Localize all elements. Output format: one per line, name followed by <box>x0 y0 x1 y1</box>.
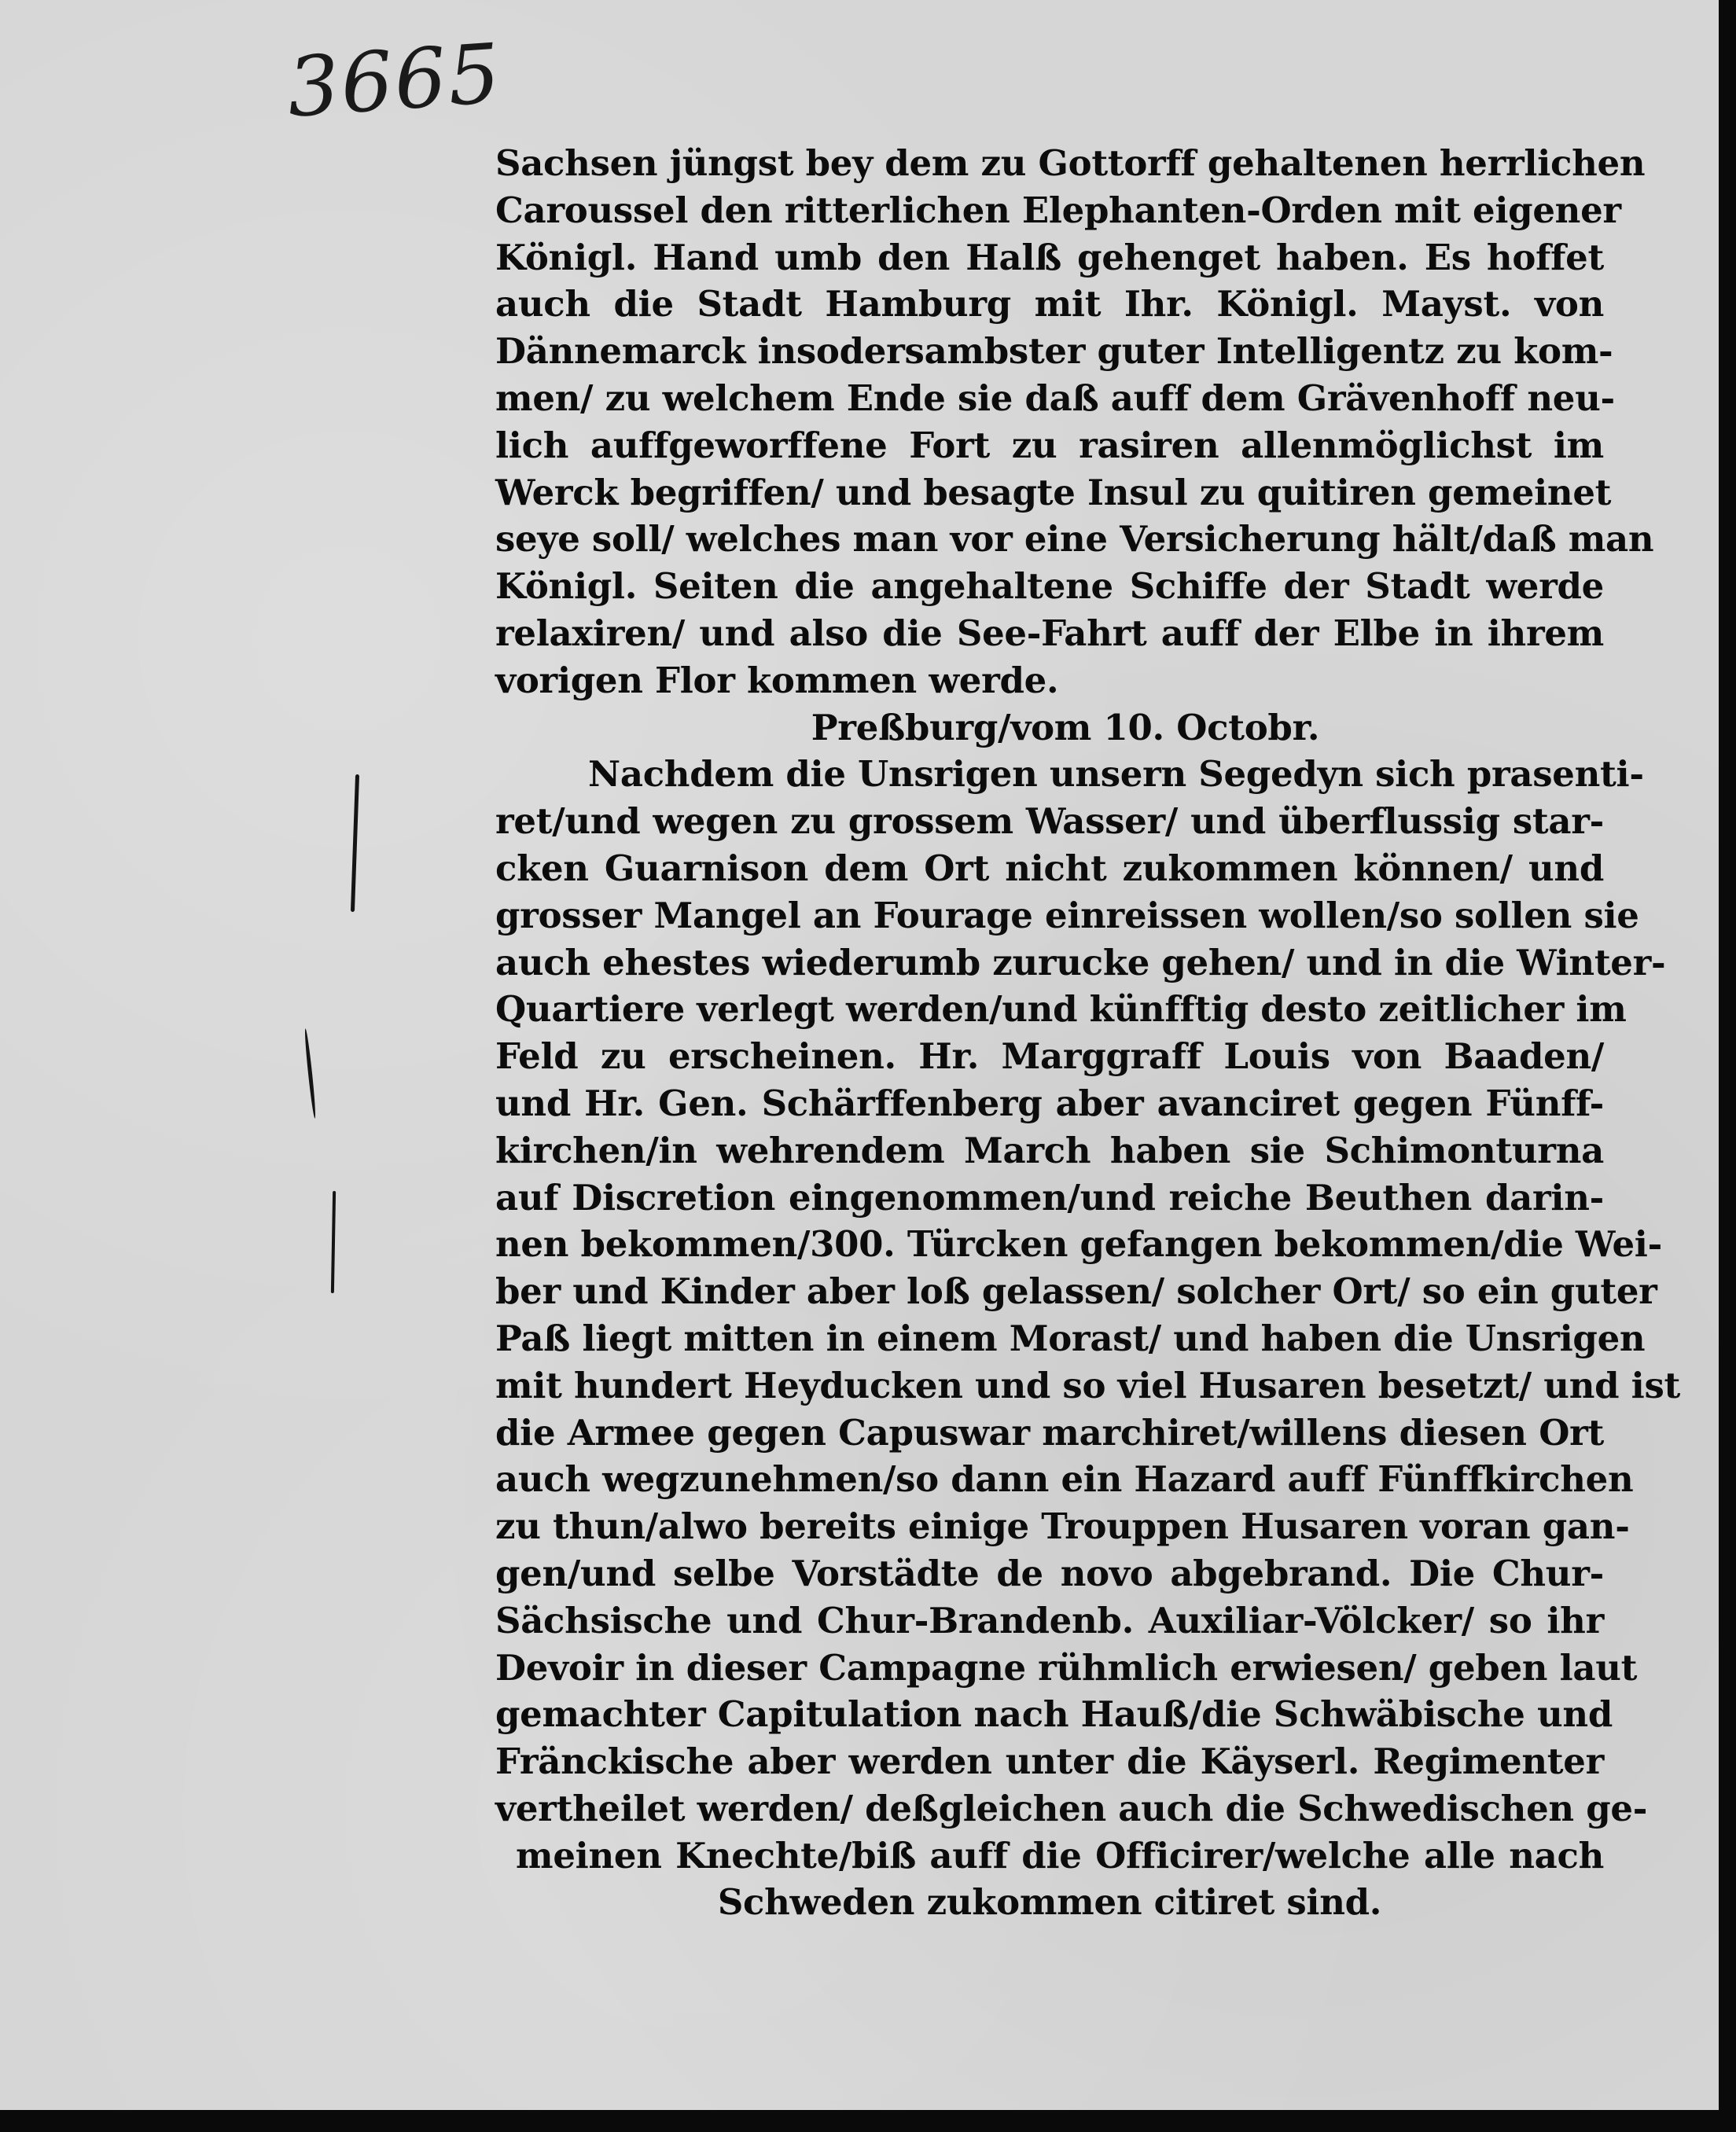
gutter-mark <box>331 1191 336 1293</box>
text-line: Werck begriffen/ und besagte Insul zu quitiren gemeinet <box>495 471 1612 513</box>
text-line: nen bekommen/300. Türcken gefangen bekommen/die Wei- <box>495 1223 1662 1266</box>
text-line: cken Guarnison dem Ort nicht zukommen können/ und <box>495 847 1604 889</box>
text-line: vertheilet werden/ deßgleichen auch die Schwedischen ge- <box>495 1787 1648 1829</box>
gutter-mark <box>303 1028 317 1119</box>
text-line: Quartiere verlegt werden/und künfftig desto zeitlicher im <box>495 988 1627 1031</box>
folio-number: 3665 <box>284 25 505 136</box>
text-line: Königl. Hand umb den Halß gehenget haben. Es hoffet <box>495 236 1604 278</box>
dateline-heading: Preßburg/vom 10. Octobr. <box>811 706 1320 748</box>
text-line: gemachter Capitulation nach Hauß/die Schwäbische und <box>495 1693 1613 1736</box>
text-line: zu thun/alwo bereits einige Trouppen Husaren voran gan- <box>495 1505 1630 1548</box>
text-line: relaxiren/ und also die See-Fahrt auff der Elbe in ihrem <box>495 612 1604 654</box>
text-line: Sachsen jüngst bey dem zu Gottorff gehaltenen herrlichen <box>495 142 1646 184</box>
text-line: Schweden zukommen citiret sind. <box>717 1881 1382 1924</box>
text-line: gen/und selbe Vorstädte de novo abgebrand. Die Chur- <box>495 1552 1604 1594</box>
text-line: men/ zu welchem Ende sie daß auff dem Grävenhoff neu- <box>495 377 1615 419</box>
text-line: mit hundert Heyducken und so viel Husaren besetzt/ und ist <box>495 1364 1680 1406</box>
text-line: meinen Knechte/biß auff die Officirer/welche alle nach <box>516 1834 1604 1877</box>
text-line: Nachdem die Unsrigen unsern Segedyn sich prasenti- <box>588 753 1644 796</box>
text-line: Feld zu erscheinen. Hr. Marggraff Louis von Baaden/ <box>495 1035 1604 1078</box>
scan-edge-bottom <box>0 2110 1736 2132</box>
text-line: Paß liegt mitten in einem Morast/ und haben die Unsrigen <box>495 1317 1646 1359</box>
text-line: Königl. Seiten die angehaltene Schiffe der Stadt werde <box>495 565 1604 608</box>
text-line: die Armee gegen Capuswar marchiret/willens diesen Ort <box>495 1411 1604 1454</box>
text-line: und Hr. Gen. Schärffenberg aber avanciret gegen Fünff- <box>495 1082 1604 1124</box>
scan-edge-right <box>1719 0 1736 2132</box>
text-line: Fränckische aber werden unter die Käyserl. Regimenter <box>495 1741 1604 1783</box>
text-line: lich auffgeworffene Fort zu rasiren allenmöglichst im <box>495 424 1604 466</box>
text-line: ber und Kinder aber loß gelassen/ solcher Ort/ so ein guter <box>495 1270 1657 1313</box>
text-line: ret/und wegen zu grossem Wasser/ und überflussig star- <box>495 800 1604 843</box>
text-line: auch wegzunehmen/so dann ein Hazard auff Fünffkirchen <box>495 1458 1634 1501</box>
text-line: vorigen Flor kommen werde. <box>495 659 1059 701</box>
text-line: kirchen/in wehrendem March haben sie Schimonturna <box>495 1129 1604 1171</box>
gutter-mark <box>351 774 359 912</box>
text-line: Dännemarck insodersambster guter Intelligentz zu kom- <box>495 330 1613 373</box>
text-line: Sächsische und Chur-Brandenb. Auxiliar-Völcker/ so ihr <box>495 1599 1604 1641</box>
text-line: auf Discretion eingenommen/und reiche Beuthen darin- <box>495 1176 1604 1219</box>
body-text <box>495 140 1680 1926</box>
text-line: Caroussel den ritterlichen Elephanten-Orden mit eigener <box>495 189 1621 231</box>
text-line: grosser Mangel an Fourage einreissen wollen/so sollen sie <box>495 894 1639 936</box>
text-line: seye soll/ welches man vor eine Versicherung hält/daß man <box>495 518 1654 561</box>
text-line: auch ehestes wiederumb zurucke gehen/ und in die Winter- <box>495 941 1666 983</box>
text-line: Devoir in dieser Campagne rühmlich erwiesen/ geben laut <box>495 1646 1638 1689</box>
text-line: auch die Stadt Hamburg mit Ihr. Königl. Mayst. von <box>495 283 1604 325</box>
